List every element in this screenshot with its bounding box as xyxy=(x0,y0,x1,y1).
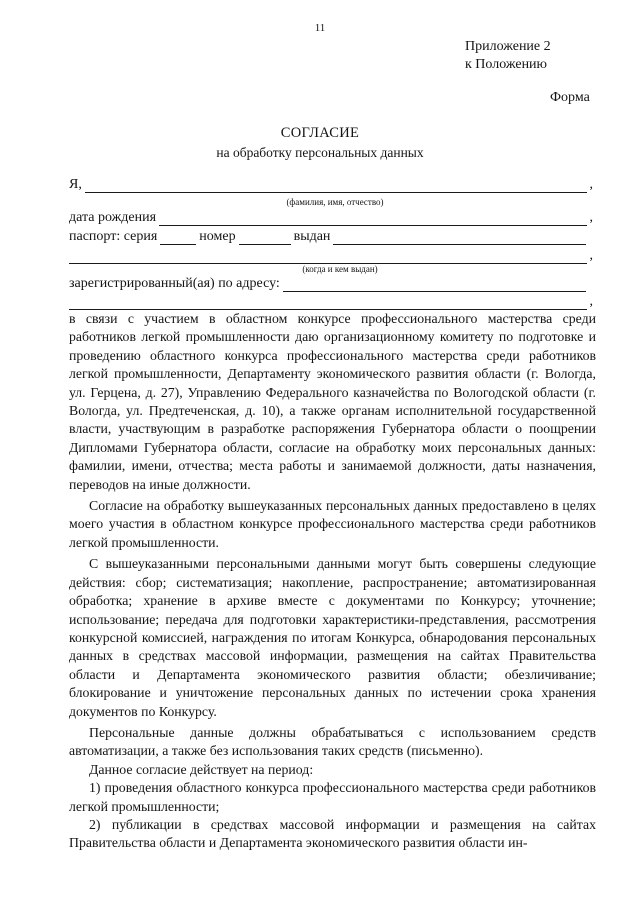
paragraph-goal: Согласие на обработку вышеуказанных персональных данных предоставлено в целях моего участия в областном конкурсе профессионального мастерства среди работников легкой промышленности. xyxy=(69,498,596,550)
paragraph-actions: С вышеуказанными персональными данными могут быть совершены следующие действия: сбор; систематизация; накопление, распространение; автоматизированная обработка; хранение в архиве вместе с документами по Конкурсу; уточнение; использование; передача для подготовки характеристики-представления, рассмотрения конкурсной комиссией, награждения по итогам Конкурса, обнародования персональных данных в средствах массовой информации, размещения на сайтах Правительства области и Департамента экономического развития области; обезличивание; блокирование и уничтожение персональных данных по истечении срока хранения документов по Конкурсу. xyxy=(69,556,596,719)
fio-line xyxy=(69,176,593,193)
birth-date-line xyxy=(69,209,593,226)
passport-issued-label: выдан xyxy=(293,229,331,244)
address-comma: , xyxy=(589,294,593,309)
address-field[interactable] xyxy=(283,278,586,292)
fio-field[interactable] xyxy=(85,179,587,193)
passport-number-label: номер xyxy=(199,229,236,244)
paragraph-period: Данное согласие действует на период: xyxy=(89,761,314,777)
appendix-line-1: Приложение 2 xyxy=(465,39,551,54)
address-label: зарегистрированный(ая) по адресу: xyxy=(69,276,280,291)
passport-line xyxy=(69,228,589,245)
consent-body xyxy=(69,310,596,853)
birth-date-comma: , xyxy=(589,210,593,225)
document-subtitle: на обработку персональных данных xyxy=(216,145,424,160)
document-title: СОГЛАСИЕ xyxy=(280,125,360,141)
birth-date-label: дата рождения xyxy=(69,210,157,225)
fio-hint: (фамилия, имя, отчество) xyxy=(286,197,384,207)
appendix-reference xyxy=(465,38,551,74)
page-number: 11 xyxy=(314,22,326,34)
birth-date-field[interactable] xyxy=(159,212,586,226)
form-label: Форма xyxy=(550,90,590,105)
passport-series-field[interactable] xyxy=(160,231,196,245)
paragraph-purpose: в связи с участием в областном конкурсе профессионального мастерства среди работников легкой промышленности даю организационному комитету по подготовке и проведению областного конкурса профессионального мастерства среди работников легкой промышленности, Департаменту экономического развития области (г. Вологда, ул. Герцена, д. 27), Управлению Федерального казначейства по Вологодской области (г. Вологда, ул. Предтеченская, д. 10), а также органам исполнительной государственной власти, участвующим в разработке распоряжения Губернатора области о поощрении Дипломами Губернатора области, согласие на обработку моих персональных данных: фамилии, имени, отчества; места работы и занимаемой должности, даты назначения, переводов на иные должности. xyxy=(69,311,596,492)
issued-hint: (когда и кем выдан) xyxy=(302,264,378,274)
passport-number-field[interactable] xyxy=(239,231,291,245)
address-line xyxy=(69,275,589,292)
issued-line xyxy=(69,247,593,264)
ya-label: Я, xyxy=(69,177,82,192)
paragraph-period-1: 1) проведения областного конкурса профессионального мастерства среди работников легкой промышленности; xyxy=(69,780,596,814)
passport-series-label: паспорт: серия xyxy=(69,229,158,244)
passport-issued-field[interactable] xyxy=(333,231,586,245)
issued-by-field[interactable] xyxy=(69,250,587,264)
appendix-line-2: к Положению xyxy=(465,57,548,72)
issued-comma: , xyxy=(589,248,593,263)
address-field-2[interactable] xyxy=(69,296,587,310)
paragraph-period-2: 2) публикации в средствах массовой информации и размещения на сайтах Правительства области и Департамента экономического развития области ин- xyxy=(69,816,596,851)
paragraph-processing: Персональные данные должны обрабатываться с использованием средств автоматизации, а также без использования таких средств (письменно). xyxy=(69,724,596,759)
fio-comma: , xyxy=(589,177,593,192)
address-line-2 xyxy=(69,293,593,310)
